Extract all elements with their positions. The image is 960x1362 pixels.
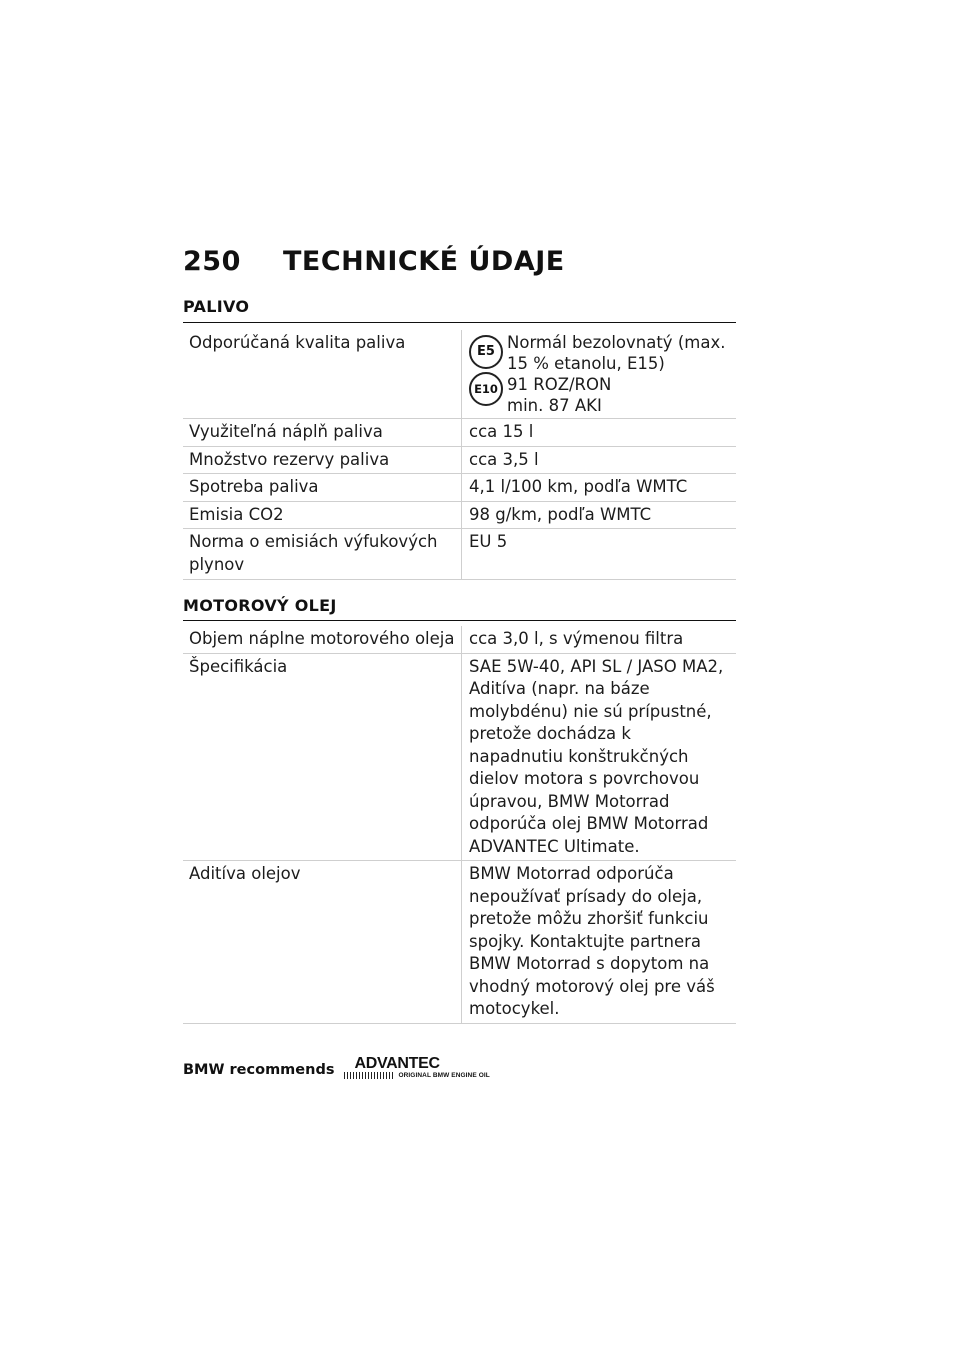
table-row: [183, 653, 736, 861]
table-row: [183, 330, 736, 419]
page-header: [183, 246, 565, 277]
fuel-quality-line: 91 ROZ/RON: [507, 375, 612, 394]
fuel-quality-line: 15 % etanolu, E15): [507, 354, 665, 373]
fuel-quality-line: Normál bezolovnatý (max.: [507, 333, 726, 352]
fuel-quality-value: [462, 330, 737, 419]
advantec-wordmark: ADVANTEC: [354, 1055, 440, 1072]
row-label: Emisia CO2: [183, 501, 462, 529]
row-value: 98 g/km, podľa WMTC: [462, 501, 737, 529]
row-label: Špecifikácia: [183, 653, 462, 861]
row-value: EU 5: [462, 529, 737, 580]
fuel-quality-line: min. 87 AKI: [507, 396, 602, 415]
advantec-tagline: ORIGINAL BMW ENGINE OIL: [398, 1072, 490, 1079]
row-value: 4,1 l/100 km, podľa WMTC: [462, 474, 737, 502]
table-row: [183, 529, 736, 580]
table-row: [183, 861, 736, 1024]
bmw-recommends-text: BMW recommends: [183, 1062, 335, 1078]
row-label: Odporúčaná kvalita paliva: [183, 330, 462, 419]
e5-fuel-icon: E5: [469, 335, 503, 369]
row-label: Množstvo rezervy paliva: [183, 446, 462, 474]
row-value: SAE 5W-40, API SL / JASO MA2, Aditíva (napr. na báze molybdénu) nie sú prípustné, pretože dochádza k napadnutiu konštrukčných dielov motora s povrchovou úpravou, BMW Motorrad odporúča olej BMW Motorrad ADVANTEC Ultimate.: [462, 653, 737, 861]
table-row: [183, 626, 736, 653]
advantec-logo: [344, 1056, 489, 1079]
row-value: cca 3,5 l: [462, 446, 737, 474]
page-number: 250: [183, 246, 241, 277]
section-rule-fuel: [183, 322, 736, 323]
table-row: [183, 474, 736, 502]
barcode-stripes-icon: [344, 1072, 394, 1079]
footer-brand: [183, 1056, 490, 1079]
section-rule-oil: [183, 620, 736, 621]
section-title-oil: MOTOROVÝ OLEJ: [183, 596, 337, 615]
table-row: [183, 501, 736, 529]
row-label: Norma o emisiách výfukových plynov: [183, 529, 462, 580]
row-label: Spotreba paliva: [183, 474, 462, 502]
section-title-fuel: PALIVO: [183, 297, 250, 316]
oil-spec-table: [183, 626, 736, 1024]
e10-fuel-icon: E10: [469, 372, 503, 406]
table-row: [183, 446, 736, 474]
row-value: cca 15 l: [462, 419, 737, 447]
row-label: Objem náplne motorového oleja: [183, 626, 462, 653]
fuel-spec-table: [183, 330, 736, 580]
row-value: BMW Motorrad odporúča nepoužívať prísady do oleja, pretože môžu zhoršiť funkciu spojky. Kontaktujte partnera BMW Motorrad s dopytom na vhodný motorový olej pre váš motocykel.: [462, 861, 737, 1024]
row-label: Využiteľná náplň paliva: [183, 419, 462, 447]
row-label: Aditíva olejov: [183, 861, 462, 1024]
page-title: TECHNICKÉ ÚDAJE: [283, 246, 565, 277]
table-row: [183, 419, 736, 447]
row-value: cca 3,0 l, s výmenou filtra: [462, 626, 737, 653]
